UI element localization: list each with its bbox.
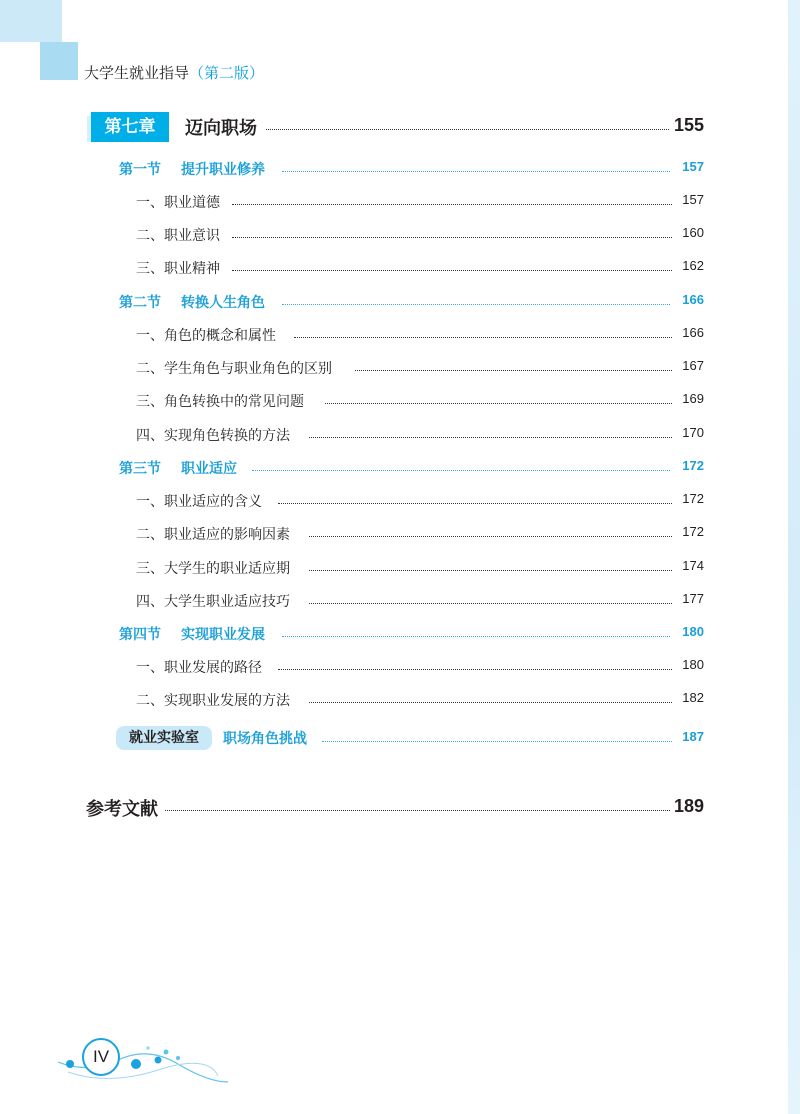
- item-page-number: 172: [682, 524, 704, 539]
- leader-dots: [325, 403, 672, 404]
- item-label: 二、职业适应的影响因素: [136, 527, 290, 543]
- item-label: 一、职业发展的路径: [136, 660, 262, 676]
- section-number: 第三节: [119, 461, 161, 477]
- item-page-number: 169: [682, 391, 704, 406]
- leader-dots: [232, 204, 672, 205]
- leader-dots: [232, 270, 672, 271]
- item-page-number: 166: [682, 325, 704, 340]
- item-label: 四、实现角色转换的方法: [136, 428, 290, 444]
- leader-dots: [309, 437, 672, 438]
- header-square-decoration: [40, 42, 78, 80]
- references-leader-dots: [165, 810, 670, 811]
- leader-dots: [278, 669, 672, 670]
- item-label: 三、角色转换中的常见问题: [136, 394, 304, 410]
- leader-dots: [252, 470, 670, 471]
- section-page-number: 157: [682, 159, 704, 174]
- toc-item[interactable]: [0, 521, 800, 545]
- item-page-number: 167: [682, 358, 704, 373]
- lab-leader-dots: [322, 741, 672, 742]
- toc-item[interactable]: [0, 222, 800, 246]
- leader-dots: [355, 370, 672, 371]
- leader-dots: [294, 337, 672, 338]
- item-label: 一、职业道德: [136, 195, 220, 211]
- item-label: 四、大学生职业适应技巧: [136, 594, 290, 610]
- leader-dots: [232, 237, 672, 238]
- toc-section-3[interactable]: [0, 455, 800, 479]
- toc-item[interactable]: [0, 422, 800, 446]
- toc-item[interactable]: [0, 488, 800, 512]
- toc-item[interactable]: [0, 355, 800, 379]
- leader-dots: [282, 304, 670, 305]
- running-header: [84, 62, 264, 83]
- book-title: 大学生就业指导: [84, 64, 190, 82]
- section-title: 转换人生角色: [181, 295, 265, 311]
- item-label: 三、大学生的职业适应期: [136, 561, 290, 577]
- section-title: 职业适应: [181, 461, 237, 477]
- item-page-number: 172: [682, 491, 704, 506]
- toc-item[interactable]: [0, 388, 800, 412]
- section-number: 第四节: [119, 627, 161, 643]
- folio: [58, 1030, 228, 1090]
- leader-dots: [309, 702, 672, 703]
- chapter-badge: 第七章: [91, 112, 169, 142]
- toc-item[interactable]: [0, 687, 800, 711]
- toc-section-4[interactable]: [0, 621, 800, 645]
- toc-item[interactable]: [0, 555, 800, 579]
- item-label: 二、职业意识: [136, 228, 220, 244]
- toc-item[interactable]: [0, 588, 800, 612]
- item-label: 三、职业精神: [136, 261, 220, 277]
- section-number: 第一节: [119, 162, 161, 178]
- item-page-number: 162: [682, 258, 704, 273]
- chapter-title[interactable]: 迈向职场: [185, 118, 257, 139]
- corner-decoration: [0, 0, 62, 42]
- section-page-number: 166: [682, 292, 704, 307]
- toc-item[interactable]: [0, 654, 800, 678]
- leader-dots: [282, 636, 670, 637]
- item-label: 一、职业适应的含义: [136, 494, 262, 510]
- item-page-number: 174: [682, 558, 704, 573]
- item-page-number: 170: [682, 425, 704, 440]
- item-page-number: 177: [682, 591, 704, 606]
- section-page-number: 172: [682, 458, 704, 473]
- item-page-number: 180: [682, 657, 704, 672]
- toc-section-1[interactable]: [0, 156, 800, 180]
- leader-dots: [282, 171, 670, 172]
- leader-dots: [309, 536, 672, 537]
- section-heading: [119, 292, 265, 312]
- item-label: 二、实现职业发展的方法: [136, 693, 290, 709]
- lab-page-number: 187: [682, 729, 704, 744]
- item-label: 一、角色的概念和属性: [136, 328, 276, 344]
- section-title: 提升职业修养: [181, 162, 265, 178]
- item-page-number: 182: [682, 690, 704, 705]
- toc-item[interactable]: [0, 189, 800, 213]
- section-page-number: 180: [682, 624, 704, 639]
- lab-title[interactable]: 职场角色挑战: [223, 731, 307, 747]
- item-page-number: 160: [682, 225, 704, 240]
- toc-section-2[interactable]: [0, 289, 800, 313]
- section-number: 第二节: [119, 295, 161, 311]
- section-heading: [119, 159, 265, 179]
- section-title: 实现职业发展: [181, 627, 265, 643]
- section-heading: [119, 458, 237, 478]
- chapter-page-number: 155: [673, 115, 704, 135]
- leader-dots: [309, 603, 672, 604]
- item-label: 二、学生角色与职业角色的区别: [136, 361, 332, 377]
- item-page-number: 157: [682, 192, 704, 207]
- references-title[interactable]: 参考文献: [86, 799, 158, 820]
- chapter-leader-dots: [266, 129, 669, 130]
- lab-badge: 就业实验室: [116, 726, 212, 750]
- references-page-number: 189: [673, 796, 704, 816]
- toc-item[interactable]: [0, 322, 800, 346]
- section-heading: [119, 624, 265, 644]
- page-number: IV: [82, 1038, 120, 1076]
- book-edition: （第二版）: [189, 64, 265, 82]
- leader-dots: [309, 570, 672, 571]
- toc-item[interactable]: [0, 255, 800, 279]
- leader-dots: [278, 503, 672, 504]
